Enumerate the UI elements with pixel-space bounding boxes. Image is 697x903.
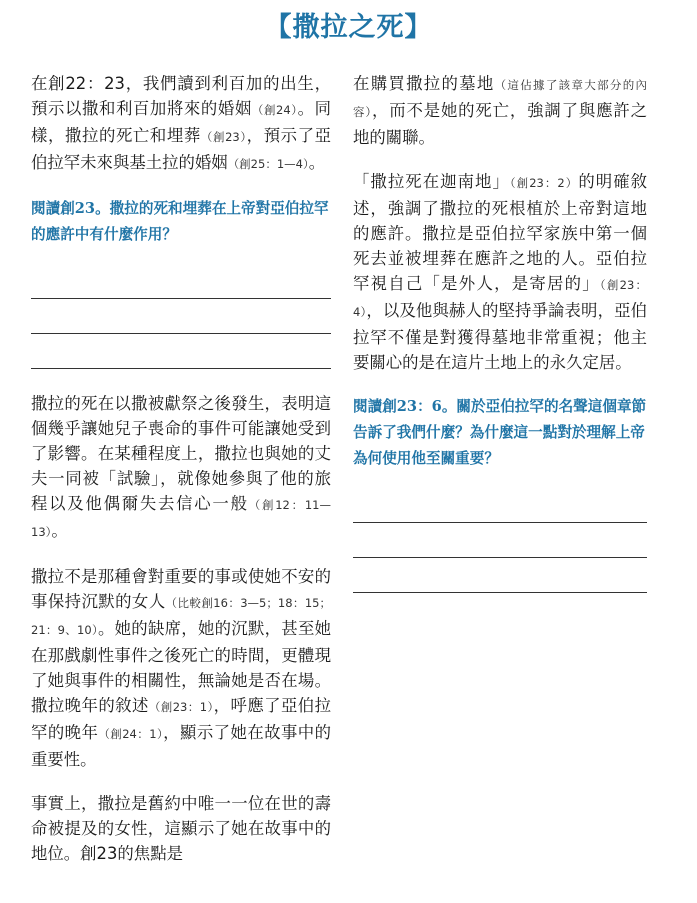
scripture-reference: （創24） <box>251 103 298 117</box>
study-question: 閱讀創23。撒拉的死和埋葬在上帝對亞伯拉罕的應許中有什麼作用？ <box>31 200 329 243</box>
scripture-reference: （創12：11—13） <box>31 498 331 539</box>
paragraph <box>353 169 647 375</box>
text-run: 的明確敘述，強調了撒拉的死根植於上帝對這地的應許。撒拉是亞伯拉罕家族中第一個死去並被埋葬在應許之地的人。亞伯拉罕視自己「是外人，是寄居的」 <box>353 172 648 293</box>
scripture-reference: （這佔據了該章大部分的內容） <box>353 78 648 119</box>
text-run: ，以及他與赫人的堅持爭論表明，亞伯拉罕不僅是對獲得墓地非常重視；他主要關心的是在這片土地上的永久定居。 <box>353 301 647 372</box>
left-column <box>31 71 331 885</box>
text-run: 。 <box>51 521 68 540</box>
paragraph <box>353 71 647 150</box>
text-run: ，呼應了亞伯拉罕的晚年 <box>31 696 332 742</box>
paragraph <box>31 564 331 772</box>
answer-lines <box>353 488 647 593</box>
text-run: 「撒拉死在迦南地」 <box>353 172 510 191</box>
scripture-reference: （創23） <box>200 130 247 144</box>
text-run: ，預示了亞伯拉罕未來與基土拉的婚姻 <box>31 126 332 172</box>
paragraph <box>31 391 331 545</box>
scripture-reference: （創23：2） <box>509 176 579 190</box>
scripture-reference: （創24：1） <box>98 727 164 741</box>
text-run: 在購買撒拉的墓地 <box>353 74 495 93</box>
scripture-reference: （比較創16：3—5；18：15；21：9、10） <box>31 596 331 637</box>
scripture-reference: （創23：1） <box>148 700 214 714</box>
text-run: 事實上，撒拉是舊約中唯一一位在世的壽命被提及的女性，這顯示了她在故事中的地位。創23的焦點是 <box>31 794 331 863</box>
text-run: 。她的缺席，她的沉默，甚至她在那戲劇性事件之後死亡的時間，更體現了她與事件的相關性，無論她是否在場。撒拉晚年的敘述 <box>31 619 332 715</box>
text-run: ，而不是她的死亡，強調了與應許之地的關聯。 <box>353 101 648 147</box>
answer-line[interactable] <box>31 334 331 369</box>
answer-line[interactable] <box>353 488 647 523</box>
paragraph <box>31 71 331 177</box>
text-run: 撒拉不是那種會對重要的事或使她不安的事保持沉默的女人 <box>31 567 331 611</box>
scripture-reference: （創25：1—4） <box>227 157 309 171</box>
answer-line[interactable] <box>353 558 647 593</box>
study-question: 閱讀創23：6。關於亞伯拉罕的名聲這個章節告訴了我們什麼？為什麼這一點對於理解上帝為何使用他至關重要？ <box>353 398 647 467</box>
answer-line[interactable] <box>31 264 331 299</box>
answer-line[interactable] <box>31 299 331 334</box>
page-title: 【撒拉之死】 <box>264 12 433 43</box>
right-column <box>353 71 647 615</box>
answer-lines <box>31 264 331 369</box>
text-run: 撒拉的死在以撒被獻祭之後發生，表明這個幾乎讓她兒子喪命的事件可能讓她受到了影響。在某種程度上，撒拉也與她的丈夫一同被「試驗」，就像她參與了他的旅程以及他偶爾失去信心一般 <box>31 394 331 513</box>
text-run: 在創22：23，我們讀到利百加的出生，預示以撒和利百加將來的婚姻 <box>31 74 331 118</box>
text-run: ，顯示了她在故事中的重要性。 <box>31 723 332 769</box>
paragraph <box>31 791 331 866</box>
answer-line[interactable] <box>353 523 647 558</box>
text-run: 。同樣，撒拉的死亡和埋葬 <box>31 99 332 145</box>
text-run: 。 <box>308 153 326 172</box>
scripture-reference: （創23：4） <box>353 278 648 319</box>
